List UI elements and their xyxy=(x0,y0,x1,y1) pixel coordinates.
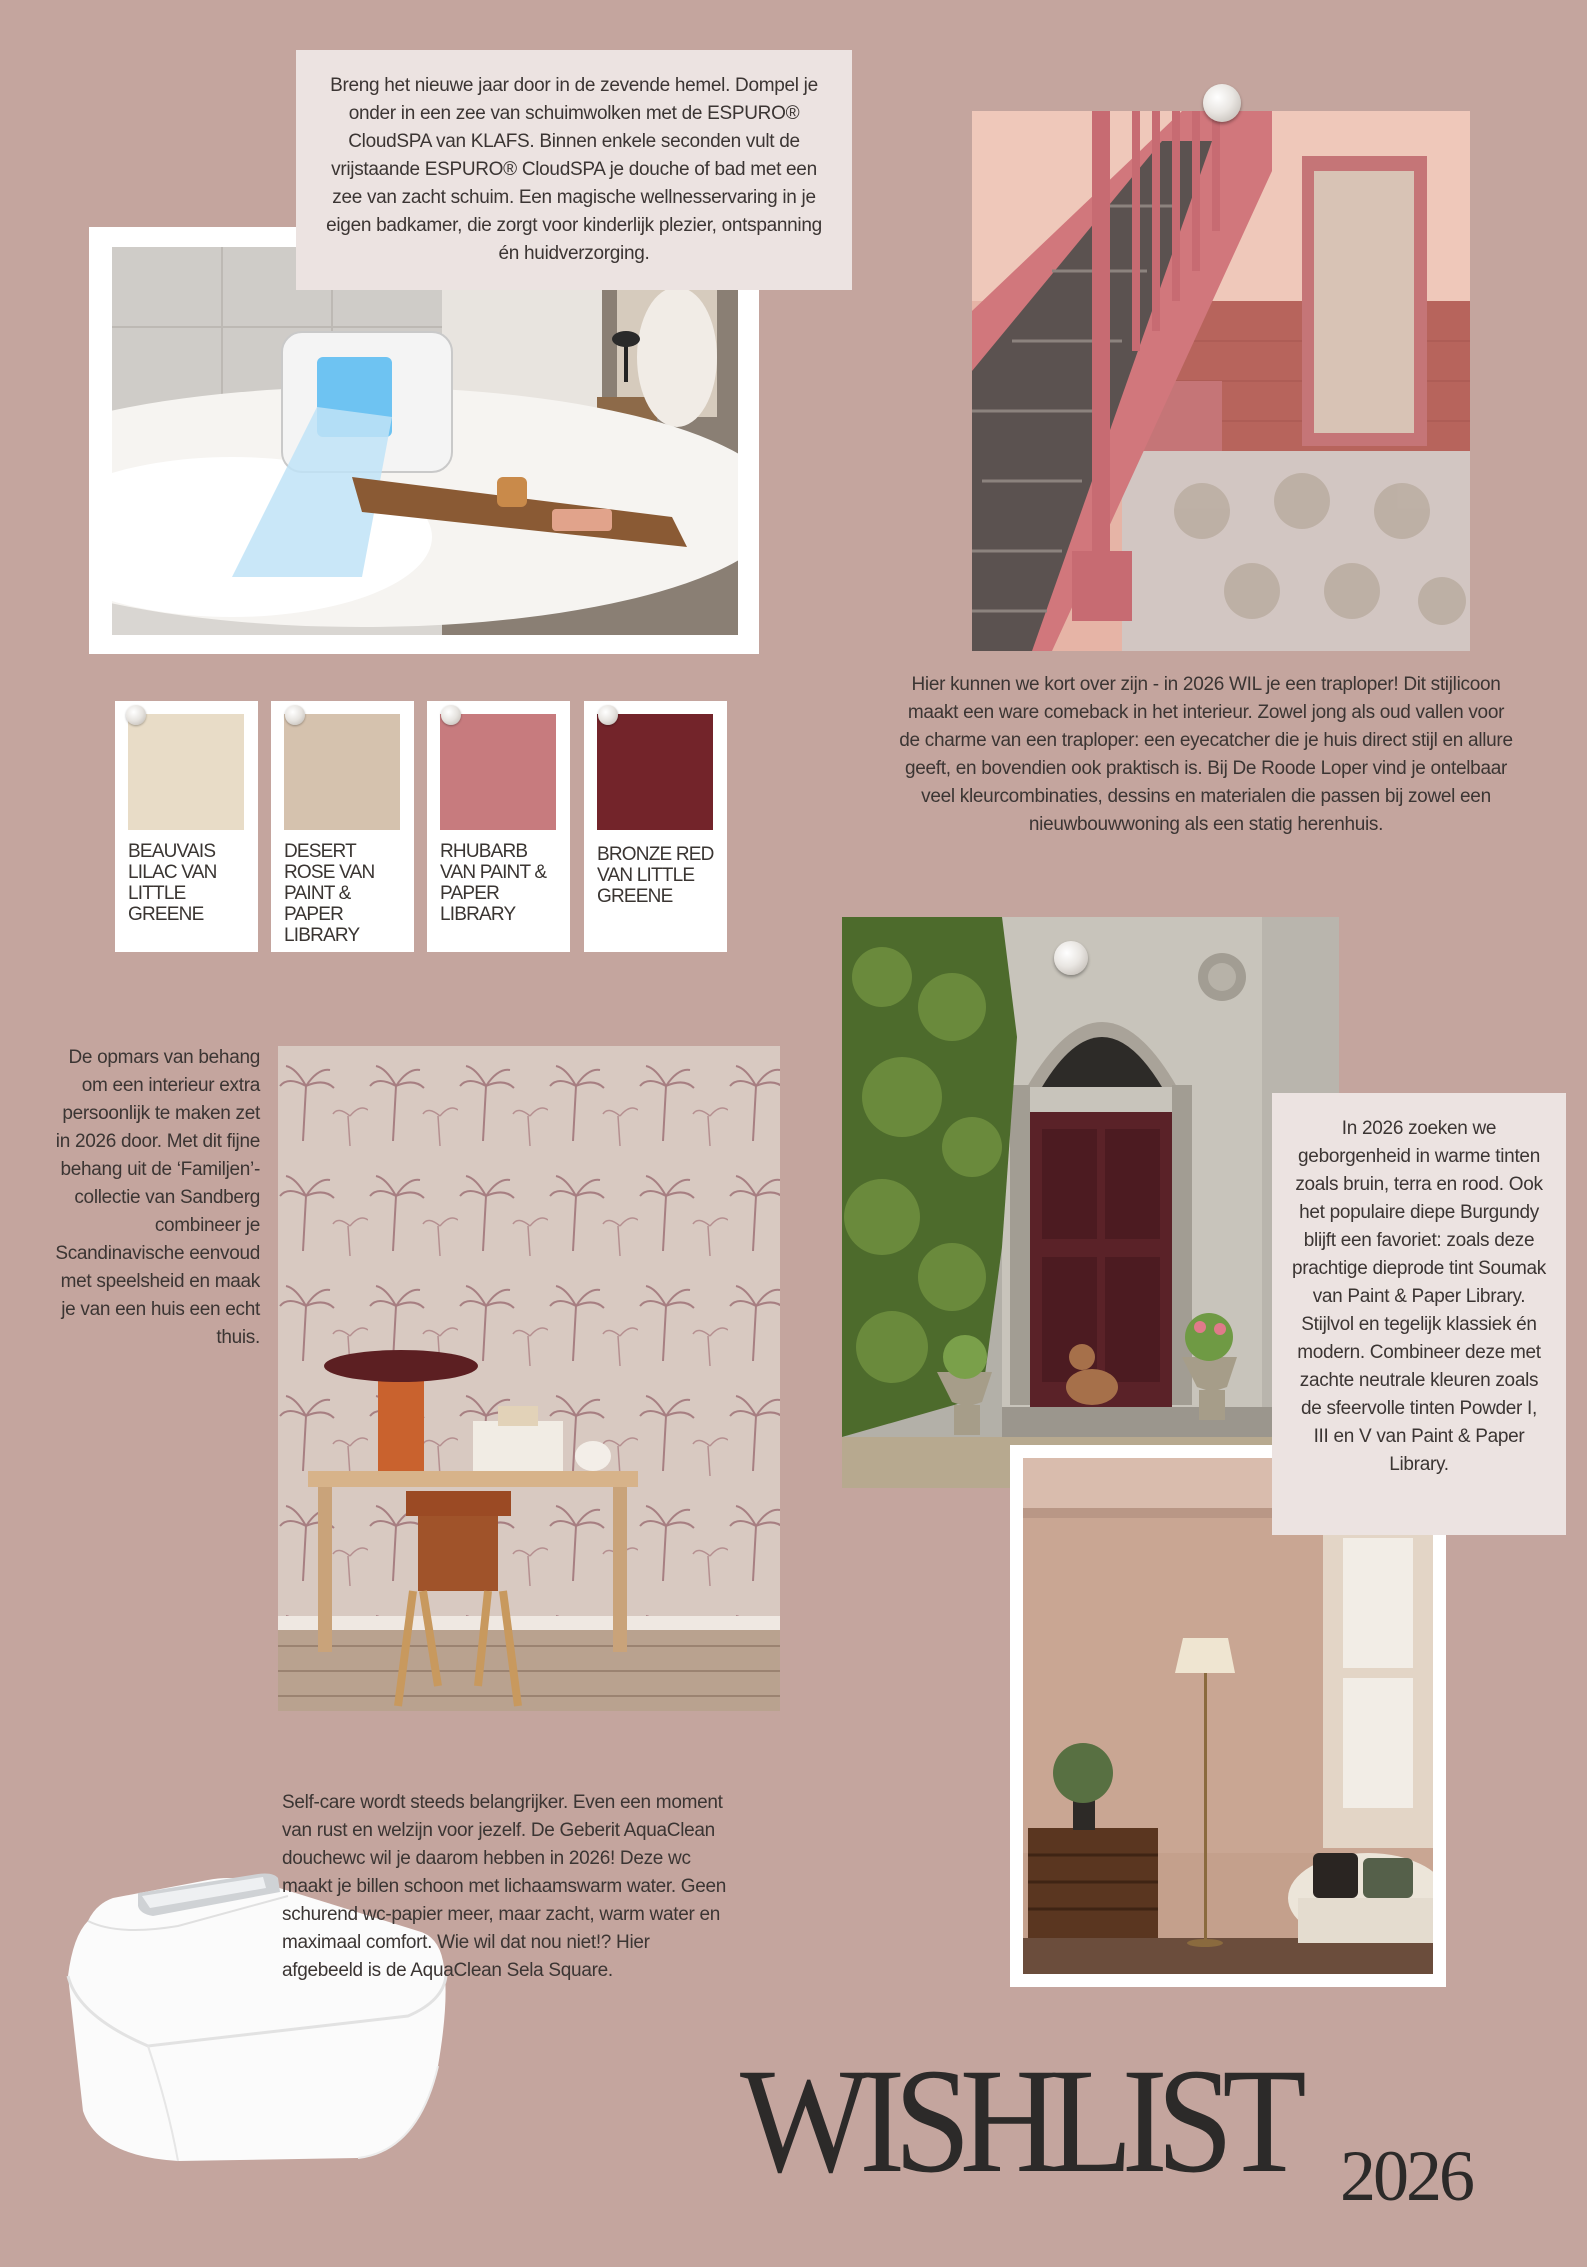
wishlist-title: WISHLIST xyxy=(740,2038,1296,2204)
swatch-label-3: RHUBARB VAN PAINT & PAPER LIBRARY xyxy=(440,841,547,925)
swatch-color-3 xyxy=(440,714,556,830)
spa-textbox xyxy=(296,50,852,290)
staircase-photo xyxy=(972,111,1470,651)
tinten-text: In 2026 zoeken we geborgenheid in warme tinten zoals bruin, terra en rood. Ook het populaire diepe Burgundy blijft een favoriet: zoals deze prachtige dieprode tint Soumak van Paint & Paper Library. Stijlvol en tegelijk klassiek én modern. Combineer deze met zachte neutrale kleuren zoals de sfeervolle tinten Powder I, III en V van Paint & Paper Library. xyxy=(1292,1118,1546,1475)
bathtub-photo-frame xyxy=(89,227,759,654)
pin-swatch-4 xyxy=(598,705,618,725)
swatch-color-4 xyxy=(597,714,713,830)
bathtub-photo xyxy=(112,247,738,635)
interior-photo xyxy=(1023,1458,1433,1974)
spa-text: Breng het nieuwe jaar door in de zevende hemel. Dompel je onder in een zee van schuimwolken met de ESPURO® CloudSPA van KLAFS. Binnen enkele seconden vult de vrijstaande ESPURO® CloudSPA je douche of bad met een zee van zacht schuim. Een magische wellnesservaring in je eigen badkamer, die zorgt voor kinderlijk plezier, ontspanning én huidverzorging. xyxy=(326,75,822,264)
swatch-color-1 xyxy=(128,714,244,830)
pin-swatch-1 xyxy=(126,705,146,725)
pin-door xyxy=(1054,941,1088,975)
swatch-card-3 xyxy=(427,701,570,952)
pin-swatch-2 xyxy=(285,705,305,725)
traploper-text: Hier kunnen we kort over zijn - in 2026 WIL je een traploper! Dit stijlicoon maakt een ware comeback in het interieur. Zowel jong als oud vallen voor de charme van een traploper: een eyecatcher die je huis direct stijl en allure geeft, en bovendien ook praktisch is. Bij De Roode Loper vind je ontelbaar veel kleurcombinaties, dessins en materialen die passen bij zowel een nieuwbouwwoning als een statig herenhuis. xyxy=(899,674,1513,835)
wishlist-year: 2026 xyxy=(1340,2136,1472,2216)
selfcare-text-content: Self-care wordt steeds belangrijker. Even een moment van rust en welzijn voor jezelf. De Geberit AquaClean douchewc wil je daarom hebben in 2026! Deze wc maakt je billen schoon met lichaamswarm water. Geen schurend wc-papier meer, maar zacht, warm water en maximaal comfort. Wie wil dat nou niet!? Hier afgebeeld is de AquaClean Sela Square. xyxy=(282,1792,727,1981)
swatch-card-2 xyxy=(271,701,414,952)
tinten-textbox xyxy=(1272,1093,1566,1535)
swatch-color-2 xyxy=(284,714,400,830)
swatch-label-1: BEAUVAIS LILAC VAN LITTLE GREENE xyxy=(128,841,217,925)
swatch-card-4 xyxy=(584,701,727,952)
pin-staircase xyxy=(1203,84,1241,122)
selfcare-text xyxy=(282,1789,730,2079)
swatch-label-4: BRONZE RED VAN LITTLE GREENE xyxy=(597,844,714,907)
behang-text: De opmars van behang om een interieur extra persoonlijk te maken zet in 2026 door. Met dit fijne behang uit de ‘Familjen’-collectie van Sandberg combineer je Scandinavische eenvoud met speelsheid en maak je van een huis een echt thuis. xyxy=(55,1047,260,1348)
swatch-label-2: DESERT ROSE VAN PAINT & PAPER LIBRARY xyxy=(284,841,375,946)
front-door-photo xyxy=(842,917,1339,1488)
swatch-card-1 xyxy=(115,701,258,952)
pin-swatch-3 xyxy=(441,705,461,725)
wallpaper-desk-photo xyxy=(278,1046,780,1711)
